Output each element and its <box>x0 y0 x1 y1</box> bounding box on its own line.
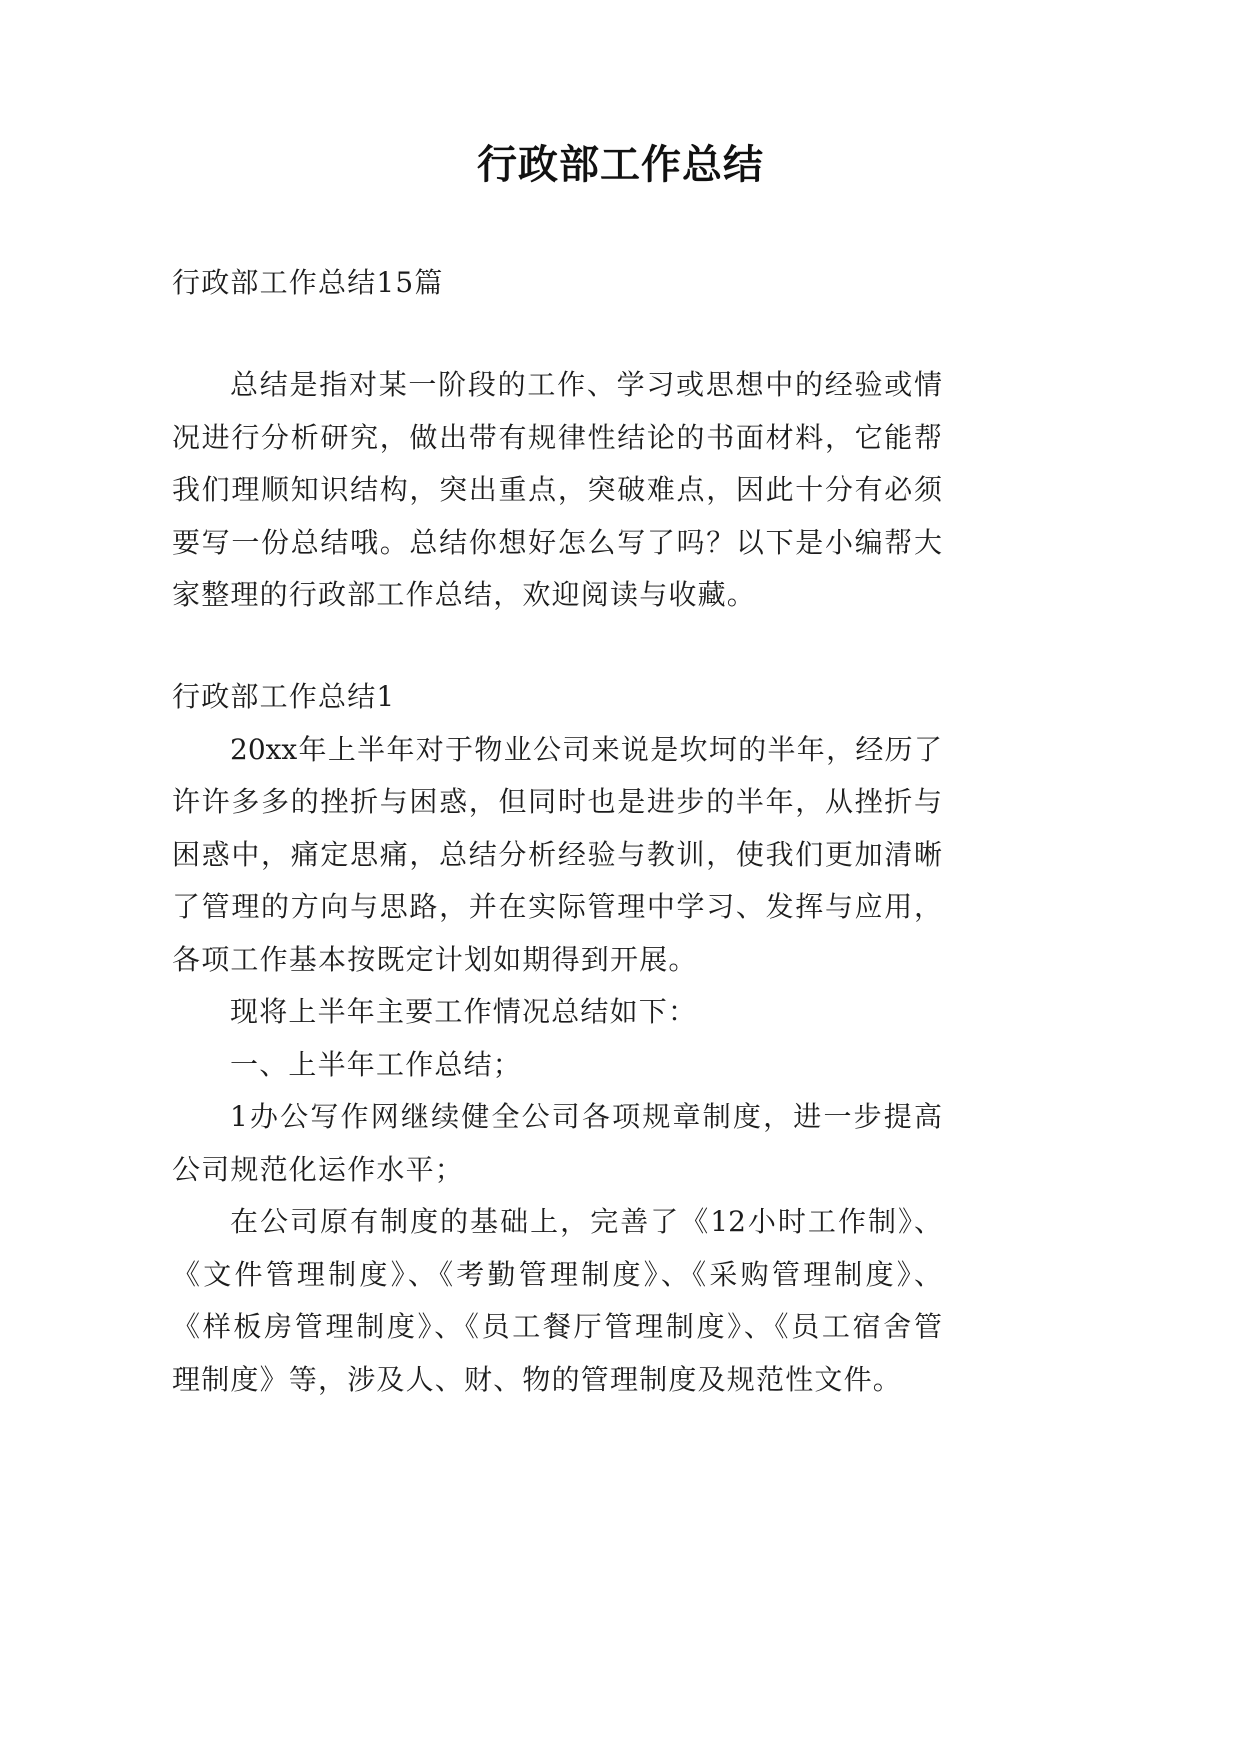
text-line: 公司规范化运作水平； <box>172 1152 465 1186</box>
document-title: 行政部工作总结 <box>477 141 764 188</box>
paragraph <box>172 986 942 1039</box>
section <box>172 671 942 1406</box>
text-line: 许许多多的挫折与困惑，但同时也是进步的半年，从挫折与 <box>172 785 942 818</box>
document-subtitle: 行政部工作总结15篇 <box>172 266 444 299</box>
section-heading: 行政部工作总结1 <box>172 680 396 713</box>
text-line: 一、上半年工作总结； <box>230 1047 523 1081</box>
text-line: 要写一份总结哦。总结你想好怎么写了吗？以下是小编帮大 <box>172 525 942 559</box>
text-line: 20xx年上半年对于物业公司来说是坎坷的半年，经历了 <box>230 732 942 766</box>
text-line: 现将上半年主要工作情况总结如下： <box>230 995 698 1028</box>
text-line: 各项工作基本按既定计划如期得到开展。 <box>172 942 698 976</box>
paragraph <box>172 1196 942 1406</box>
intro-paragraph <box>172 359 942 622</box>
text-line: 《文件管理制度》、《考勤管理制度》、《采购管理制度》、 <box>172 1257 942 1291</box>
text-line: 1办公写作网继续健全公司各项规章制度，进一步提高 <box>230 1100 942 1133</box>
text-line: 困惑中，痛定思痛，总结分析经验与教训，使我们更加清晰 <box>172 837 942 871</box>
paragraph <box>172 724 942 987</box>
text-line: 《样板房管理制度》、《员工餐厅管理制度》、《员工宿舍管 <box>172 1310 942 1343</box>
text-line: 我们理顺知识结构，突出重点，突破难点，因此十分有必须 <box>172 473 942 506</box>
paragraph <box>172 1091 942 1196</box>
text-line: 况进行分析研究，做出带有规律性结论的书面材料，它能帮 <box>172 420 942 454</box>
text-line: 理制度》等，涉及人、财、物的管理制度及规范性文件。 <box>172 1362 903 1396</box>
document-body <box>172 257 942 1406</box>
text-line: 在公司原有制度的基础上，完善了《12小时工作制》、 <box>230 1205 942 1238</box>
text-line: 家整理的行政部工作总结，欢迎阅读与收藏。 <box>172 578 757 611</box>
text-line: 了管理的方向与思路，并在实际管理中学习、发挥与应用， <box>172 890 942 923</box>
paragraph <box>172 1039 942 1092</box>
text-line: 总结是指对某一阶段的工作、学习或思想中的经验或情 <box>230 368 942 401</box>
